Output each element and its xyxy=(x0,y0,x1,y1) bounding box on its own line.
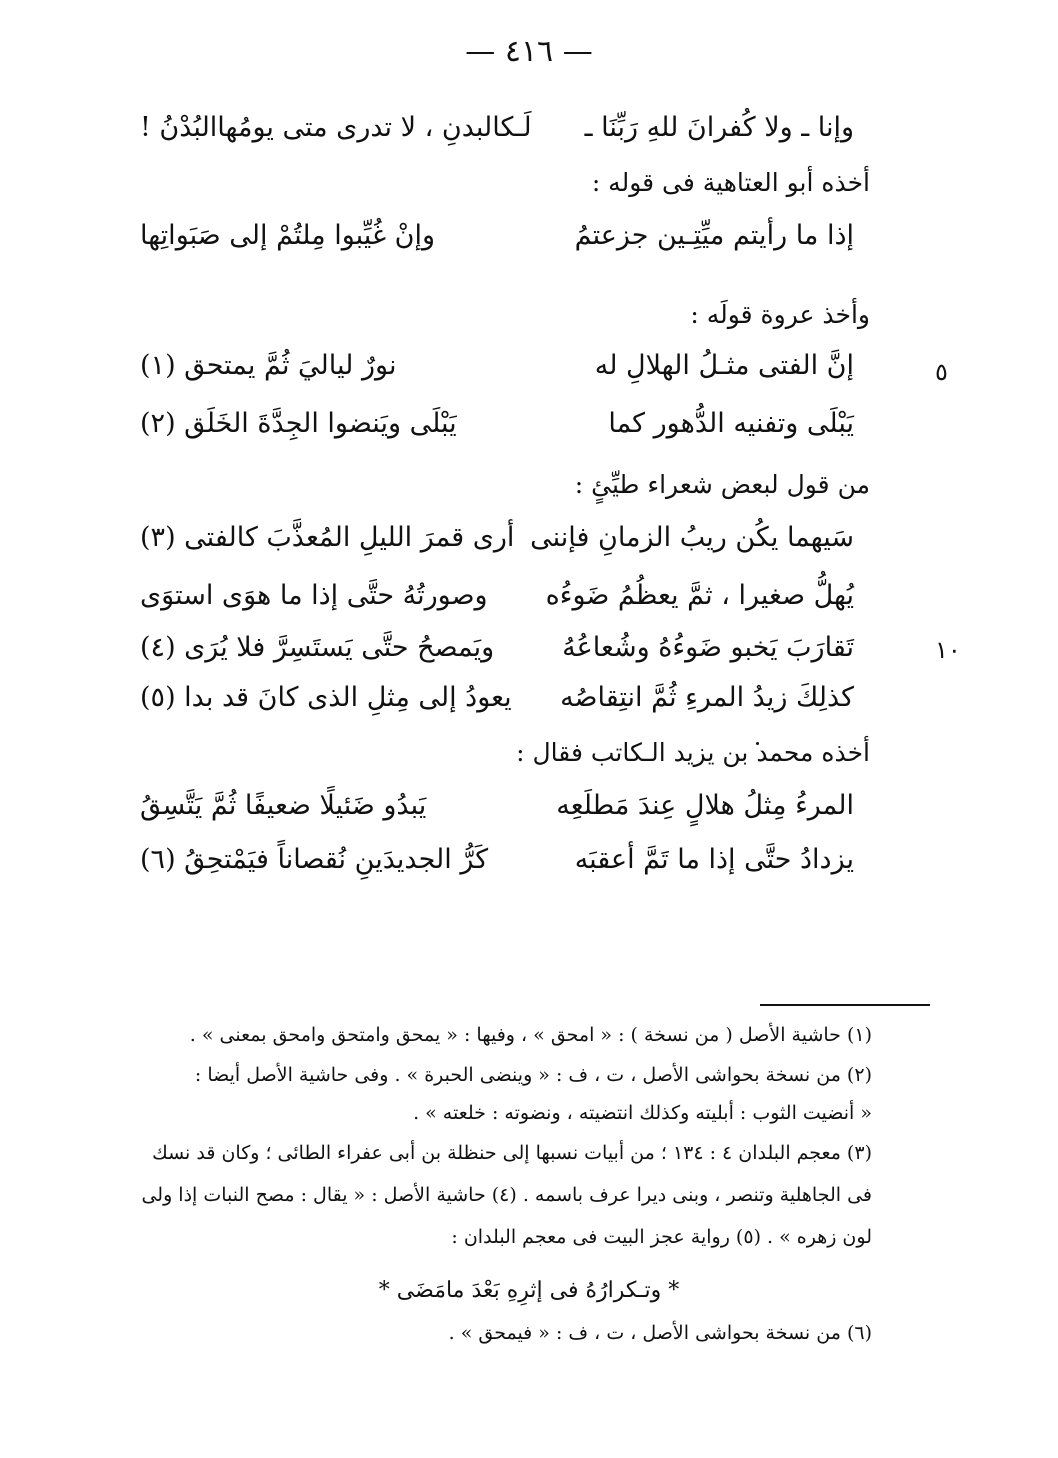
verse-second-hemistich: كَرُّ الجديدَينِ نُقصاناً فيَمْتحِقُ (٦) xyxy=(140,844,489,875)
verse-first-hemistich: يُهلُّ صغيرا ، ثمَّ يعظُمُ ضَوءُه xyxy=(545,580,854,611)
margin-line-number: ١٠ xyxy=(935,636,961,664)
verse-first-hemistich: إذا ما رأيتم ميِّتِـين جزعتمُ xyxy=(574,220,854,251)
verse-first-hemistich: المرءُ مِثلُ هلالٍ عِندَ مَطلَعِه xyxy=(556,790,854,821)
margin-line-number: ٥ xyxy=(935,358,948,386)
verse-second-hemistich: نورٌ لياليَ ثُمَّ يمتحق (١) xyxy=(140,350,397,381)
verse-second-hemistich: لَـكالبدنِ ، لا تدرى متى يومُهاالبُدْنُ ! xyxy=(140,112,532,143)
prose-line: أخذه محمد بن يزيد الـكاتب فقال : xyxy=(516,738,870,767)
verse-first-hemistich: تَقارَبَ يَخبو ضَوءُهُ وشُعاعُهُ xyxy=(562,632,854,663)
footnote-line: « أنضيت الثوب : أبليته وكذلك انتضيته ، ونضوته : خلعته » . xyxy=(413,1102,872,1124)
verse-second-hemistich: يَبدُو ضَئيلًا ضعيفًا ثُمَّ يَتَّسِقُ xyxy=(140,790,427,821)
footnote-line: (٢) من نسخة بحواشى الأصل ، ت ، ف : « وينضى الحبرة » . وفى حاشية الأصل أيضا : xyxy=(194,1064,872,1086)
footnote-line: (٣) معجم البلدان ٤ : ١٣٤ ؛ من أبيات نسبها إلى حنظلة بن أبى عفراء الطائى ؛ وكان قد نسك xyxy=(152,1142,872,1164)
verse-second-hemistich: وصورتُهُ حتَّى إذا ما هوَى استوَى xyxy=(140,580,488,611)
verse-first-hemistich: إنَّ الفتى مثـلُ الهلالِ له xyxy=(594,350,854,381)
verse-second-hemistich: ويَمصحُ حتَّى يَستَسِرَّ فلا يُرَى (٤) xyxy=(140,632,495,663)
prose-line: وأخذ عروة قولَه : xyxy=(690,300,870,329)
verse-first-hemistich: كذلِكَ زيدُ المرءِ ثُمَّ انتِقاصُه xyxy=(560,682,854,713)
footnote-line: (١) حاشية الأصل ( من نسخة ) : « امحق » ، وفيها : « يمحق وامتحق وامحق بمعنى » . xyxy=(189,1024,872,1046)
verse-second-hemistich: يَبْلَى ويَنضوا الجِدَّةَ الخَلَق (٢) xyxy=(140,408,457,439)
footnote-line: فى الجاهلية وتنصر ، وبنى ديرا عرف باسمه . (٤) حاشية الأصل : « يقال : مصح النبات إذا ولى xyxy=(141,1184,872,1206)
footnote-quoted-verse: * وتـكرارُهُ فى إثرِهِ بَعْدَ مامَضَى * xyxy=(378,1278,680,1303)
prose-line: من قول لبعض شعراء طيِّئٍ : xyxy=(574,470,870,499)
verse-second-hemistich: أرى قمرَ الليلِ المُعذَّبَ كالفتى (٣) xyxy=(140,522,515,553)
verse-second-hemistich: يعودُ إلى مِثلِ الذى كانَ قد بدا (٥) xyxy=(140,682,512,713)
verse-first-hemistich: وإنا ـ ولا كُفرانَ للهِ رَبِّنَا ـ xyxy=(584,112,854,143)
prose-line: أخذه أبو العتاهية فى قوله : xyxy=(591,168,870,197)
footnote-separator xyxy=(760,1004,930,1006)
verse-first-hemistich: يزدادُ حتَّى إذا ما تَمَّ أعقبَه xyxy=(574,844,854,875)
verse-first-hemistich: يَبْلَى وتفنيه الدُّهور كما xyxy=(608,408,854,439)
verse-second-hemistich: وإنْ غُيِّبوا مِلتُمْ إلى صَبَواتِها xyxy=(140,220,436,251)
page-number: — ٤١٦ — xyxy=(465,34,593,69)
footnote-line: لون زهره » . (٥) رواية عجز البيت فى معجم البلدان : xyxy=(451,1226,872,1248)
verse-first-hemistich: سَيهما يكُن ريبُ الزمانِ فإننى xyxy=(530,522,854,553)
footnote-line: (٦) من نسخة بحواشى الأصل ، ت ، ف : « فيمحق » . xyxy=(448,1322,872,1344)
